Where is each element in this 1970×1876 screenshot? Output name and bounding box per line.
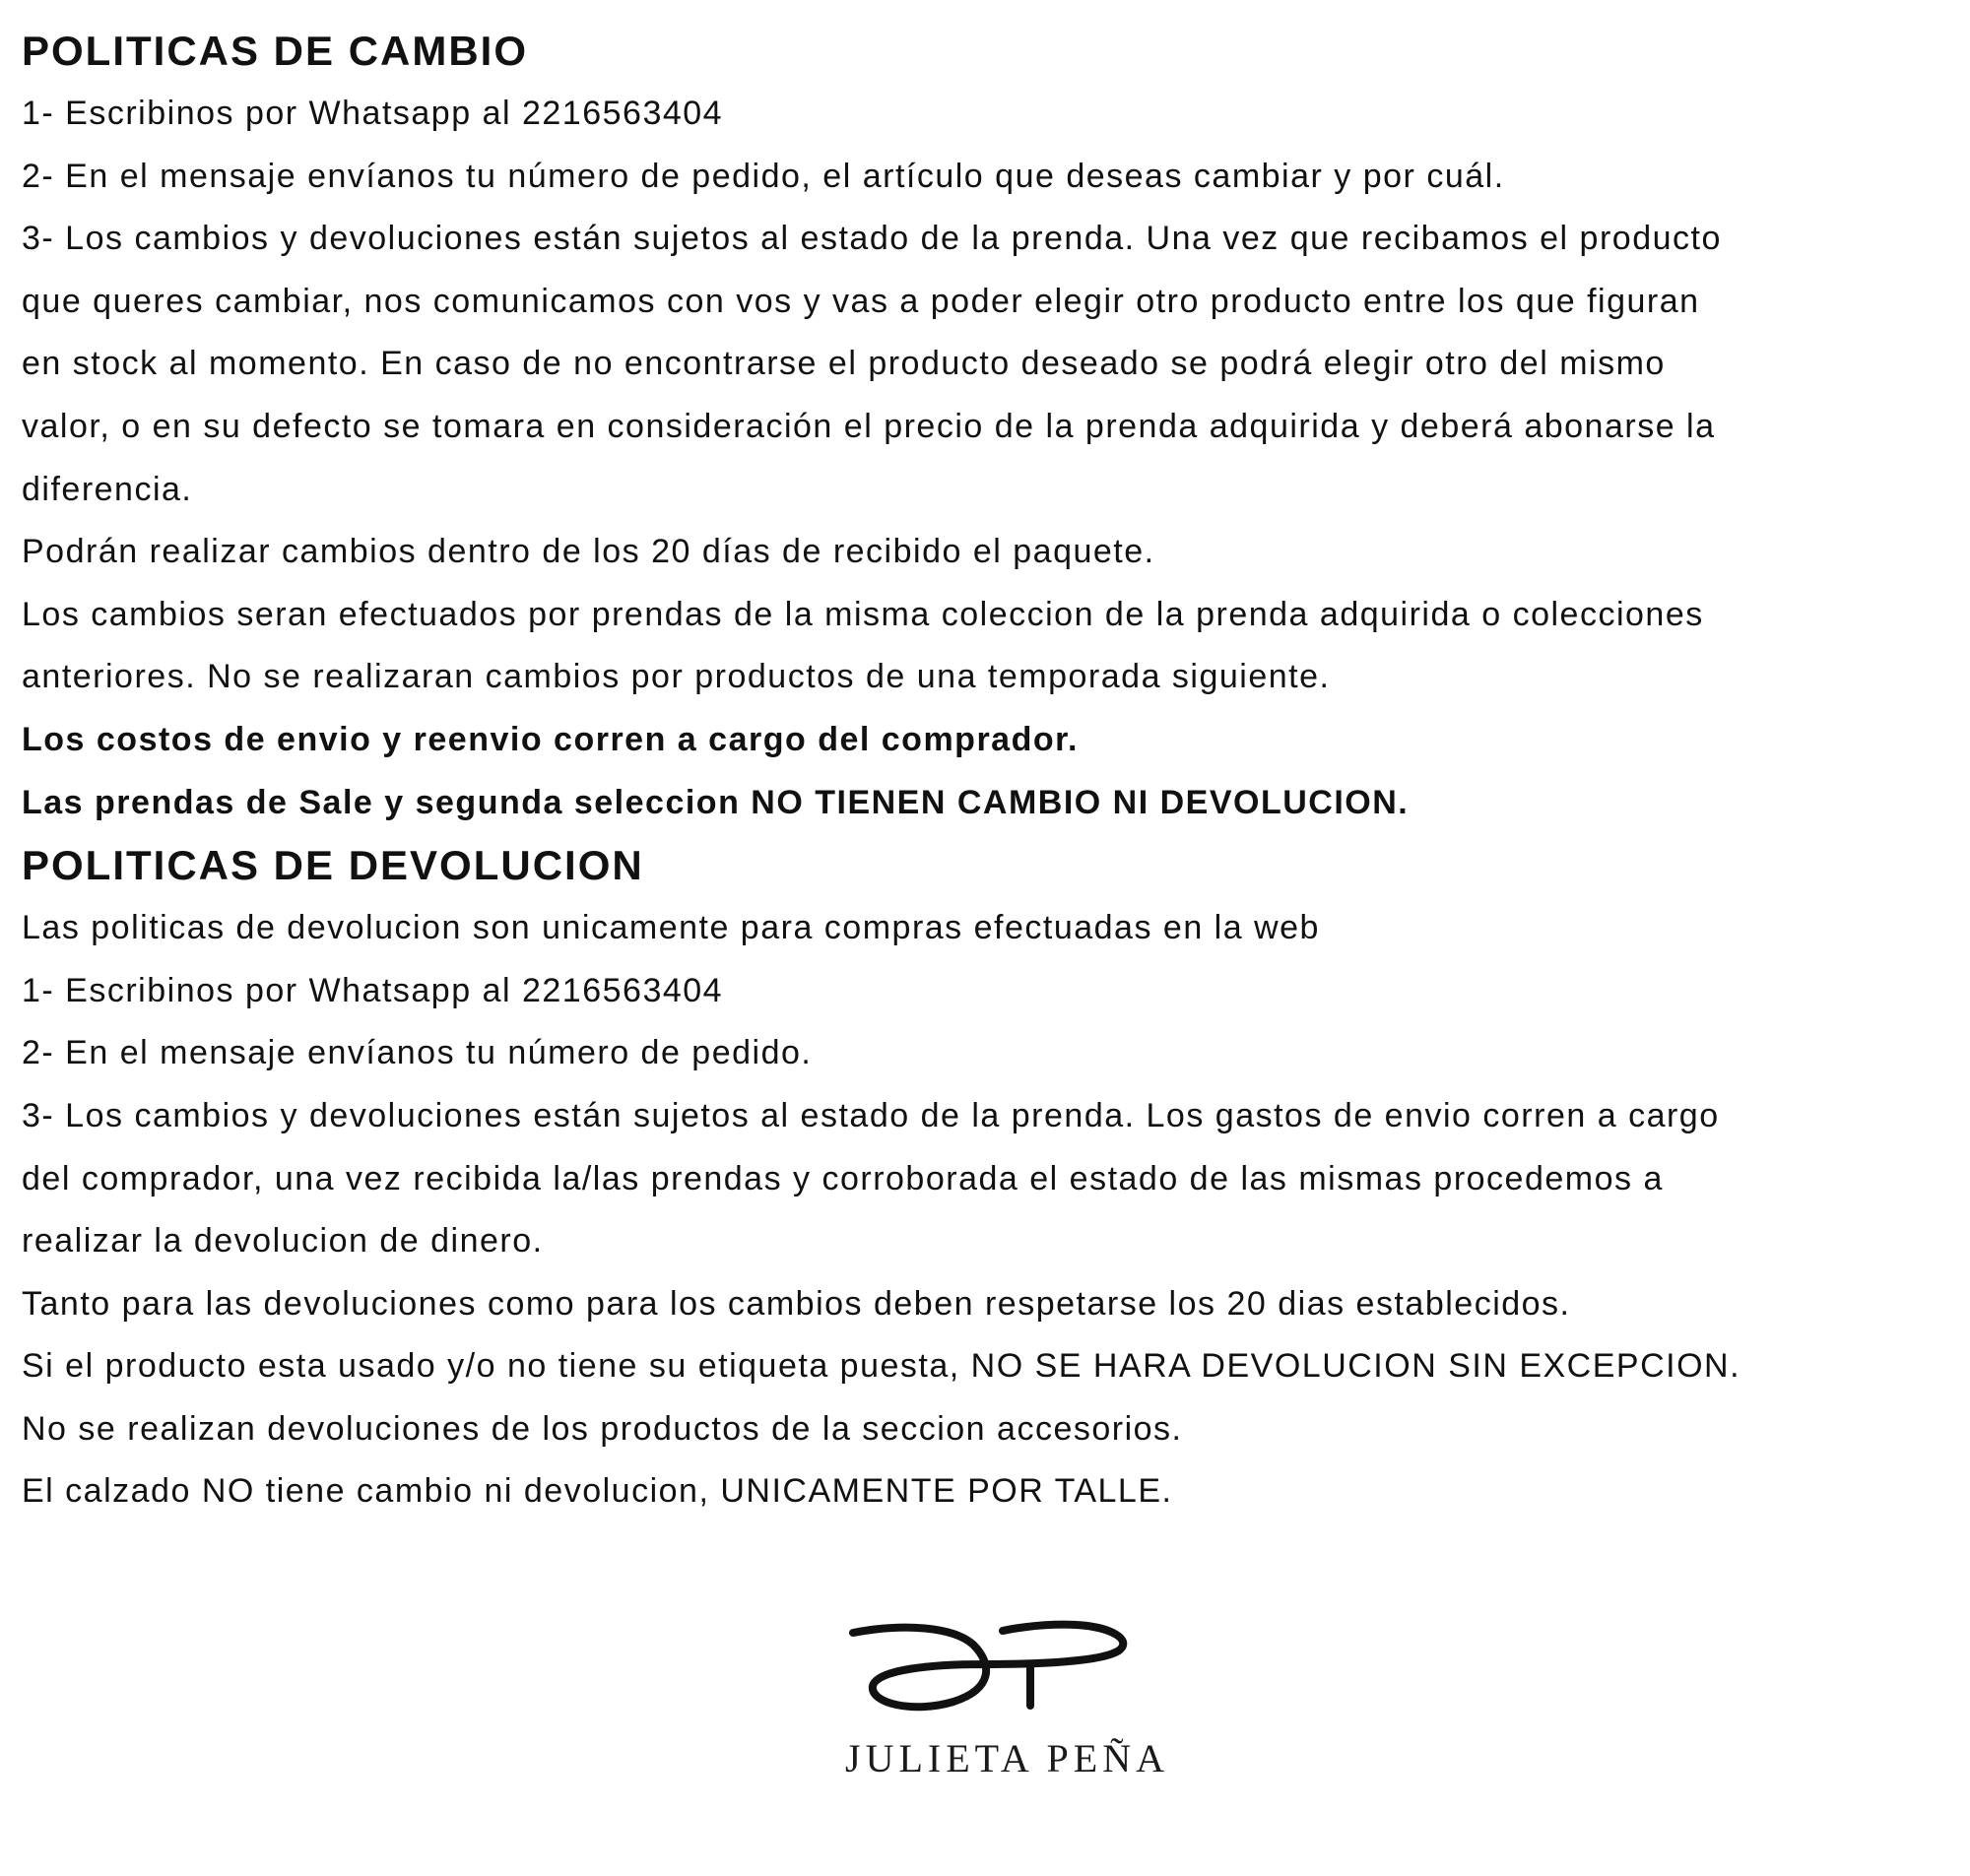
devolucion-line: Las politicas de devolucion son unicamente para compras efectuadas en la web xyxy=(22,909,1320,947)
jp-monogram-icon xyxy=(845,1615,1131,1714)
cambio-line: Los cambios seran efectuados por prendas de la misma coleccion de la prenda adquirida o colecciones xyxy=(22,595,1704,633)
cambio-line: anteriores. No se realizaran cambios por productos de una temporada siguiente. xyxy=(22,658,1331,696)
policies-document xyxy=(22,20,1952,1523)
cambio-line: en stock al momento. En caso de no encontrarse el producto deseado se podrá elegir otro del mismo xyxy=(22,345,1666,383)
cambio-line: 2- En el mensaje envíanos tu número de pedido, el artículo que deseas cambiar y por cuál. xyxy=(22,157,1505,195)
devolucion-line: Tanto para las devoluciones como para los cambios deben respetarse los 20 dias establecidos. xyxy=(22,1284,1571,1323)
cambio-bold-line: Los costos de envio y reenvio corren a cargo del comprador. xyxy=(22,720,1079,758)
devolucion-line: 3- Los cambios y devoluciones están sujetos al estado de la prenda. Los gastos de envio corren a cargo xyxy=(22,1096,1720,1134)
devolucion-line: Si el producto esta usado y/o no tiene su etiqueta puesta, NO SE HARA DEVOLUCION SIN EXCEPCION. xyxy=(22,1347,1741,1386)
devolucion-line: del comprador, una vez recibida la/las prendas y corroborada el estado de las mismas procedemos a xyxy=(22,1159,1664,1197)
devolucion-line: 2- En el mensaje envíanos tu número de pedido. xyxy=(22,1034,813,1072)
cambio-line: diferencia. xyxy=(22,470,193,508)
brand-name: JULIETA PEÑA xyxy=(845,1736,1170,1780)
cambio-line: Podrán realizar cambios dentro de los 20 días de recibido el paquete. xyxy=(22,533,1155,571)
devolucion-line: realizar la devolucion de dinero. xyxy=(22,1222,544,1261)
cambio-bold-line: Las prendas de Sale y segunda seleccion NO TIENEN CAMBIO NI DEVOLUCION. xyxy=(22,783,1410,821)
cambio-line: valor, o en su defecto se tomara en consideración el precio de la prenda adquirida y deberá abonarse la xyxy=(22,407,1716,445)
cambio-line: que queres cambiar, nos comunicamos con vos y vas a poder elegir otro producto entre los que figuran xyxy=(22,282,1700,320)
devolucion-line: No se realizan devoluciones de los productos de la seccion accesorios. xyxy=(22,1409,1183,1448)
devolucion-line: El calzado NO tiene cambio ni devolucion, UNICAMENTE POR TALLE. xyxy=(22,1472,1173,1511)
devolucion-heading: POLITICAS DE DEVOLUCION xyxy=(22,842,644,889)
brand-logo xyxy=(845,1615,1170,1792)
cambio-line: 1- Escribinos por Whatsapp al 2216563404 xyxy=(22,95,724,132)
cambio-line: 3- Los cambios y devoluciones están sujetos al estado de la prenda. Una vez que recibamos el producto xyxy=(22,220,1722,258)
cambio-heading: POLITICAS DE CAMBIO xyxy=(22,28,529,74)
devolucion-line: 1- Escribinos por Whatsapp al 2216563404 xyxy=(22,971,724,1009)
